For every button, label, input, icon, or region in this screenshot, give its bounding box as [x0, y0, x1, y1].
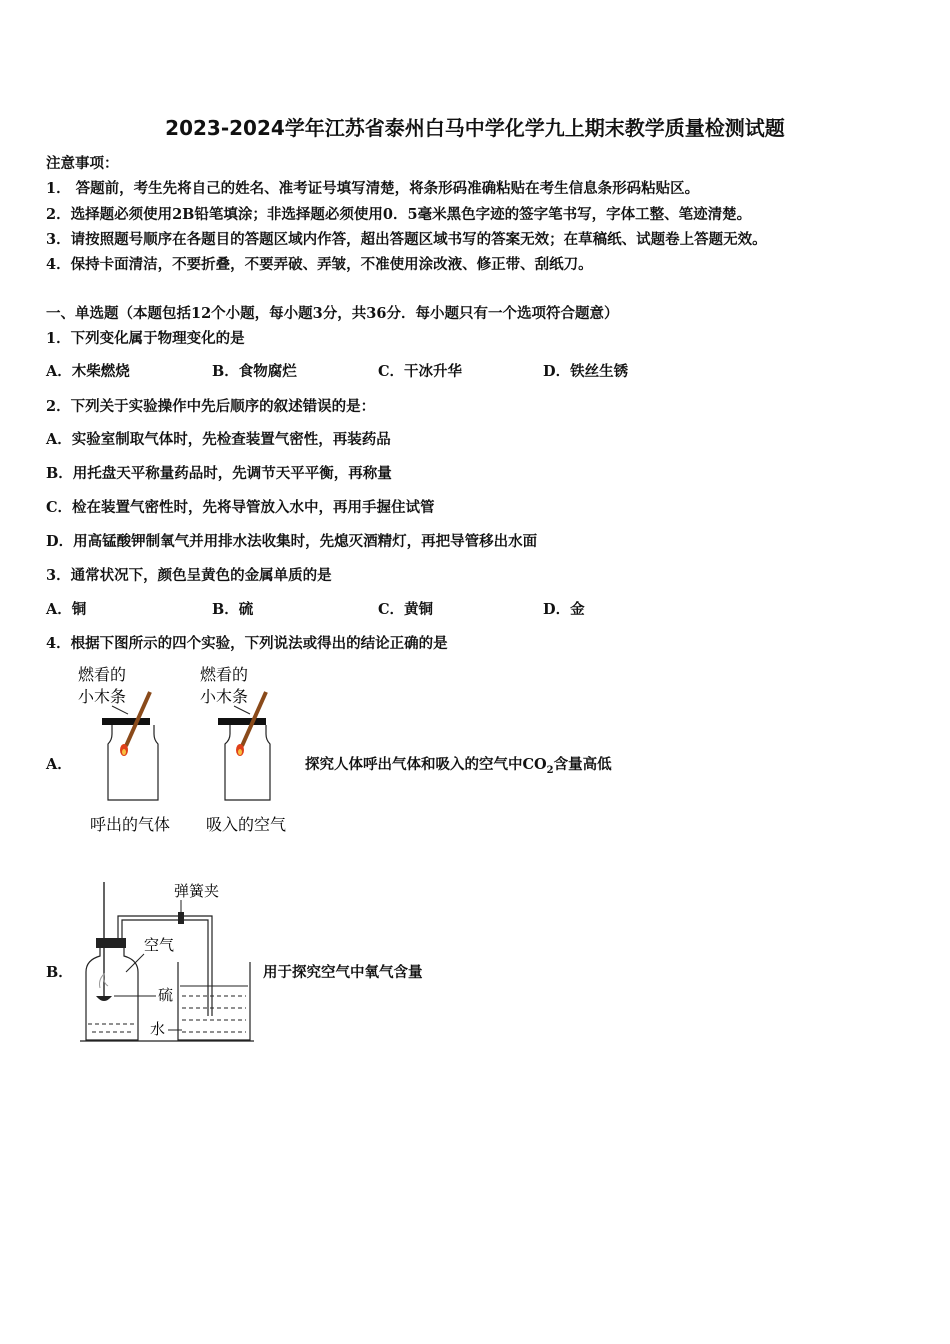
notice-item: 3．请按照题号顺序在各题目的答题区域内作答，超出答题区域书写的答案无效；在草稿纸、试题卷上答题无效。 — [46, 231, 767, 248]
question-3-stem: 3．通常状况下，颜色呈黄色的金属单质的是 — [46, 567, 332, 584]
section-heading: 一、单选题（本题包括12个小题，每小题3分，共36分．每小题只有一个选项符合题意） — [46, 305, 619, 322]
gas-bottle-outline — [86, 948, 138, 1040]
left-caption: 呼出的气体 — [90, 815, 171, 834]
question-4-stem: 4．根据下图所示的四个实验，下列说法或得出的结论正确的是 — [46, 635, 448, 652]
right-label-leader — [234, 706, 250, 714]
notice-item: 1． 答题前，考生先将自己的姓名、准考证号填写清楚，将条形码准确粘贴在考生信息条形码粘贴区。 — [46, 180, 700, 197]
q4-a-text-post: 含量高低 — [553, 756, 612, 773]
sulfur-label: 硫 — [158, 986, 174, 1004]
q4-option-b-label: B． — [46, 964, 73, 981]
notice-item: 4．保持卡面清洁，不要折叠，不要弄破、弄皱，不准使用涂改液、修正带、刮纸刀。 — [46, 256, 593, 273]
right-label-top: 燃看的 — [200, 665, 249, 684]
left-label-bottom: 小木条 — [78, 687, 127, 706]
q2-option-a: A．实验室制取气体时，先检查装置气密性，再装药品 — [46, 431, 391, 448]
q1-option-d: D．铁丝生锈 — [543, 363, 629, 380]
right-bottle — [200, 665, 286, 834]
spring-clip-icon — [178, 912, 184, 924]
water-label: 水 — [150, 1020, 166, 1038]
q4-a-text-pre: 探究人体呼出气体和吸入的空气中 — [305, 756, 523, 773]
left-label-top: 燃看的 — [78, 665, 127, 684]
air-leader — [126, 954, 144, 972]
q3-option-c: C．黄铜 — [378, 601, 434, 618]
q1-option-a: A．木柴燃烧 — [46, 363, 130, 380]
q1-option-b: B．食物腐烂 — [212, 363, 297, 380]
q2-option-b: B．用托盘天平称量药品时，先调节天平平衡，再称量 — [46, 465, 392, 482]
q3-option-b: B．硫 — [212, 601, 254, 618]
beaker-outline — [178, 962, 250, 1040]
left-flame-core-icon — [122, 749, 126, 755]
sulfur-spoon-icon — [96, 996, 112, 1001]
q4-figure-a — [70, 660, 310, 840]
question-2-stem: 2．下列关于实验操作中先后顺序的叙述错误的是： — [46, 398, 376, 415]
left-bottle-outline — [108, 725, 158, 800]
q2-option-c: C．检在装置气密性时，先将导管放入水中，再用手握住试管 — [46, 499, 435, 516]
q1-option-c: C．干冰升华 — [378, 363, 463, 380]
left-bottle — [78, 665, 170, 834]
right-glass-plate — [218, 718, 266, 725]
right-caption: 吸入的空气 — [206, 815, 287, 834]
rubber-stopper — [96, 938, 126, 948]
q4-figure-b — [78, 876, 263, 1046]
q2-option-d: D．用高锰酸钾制氧气并用排水法收集时，先熄灭酒精灯，再把导管移出水面 — [46, 533, 538, 550]
right-flame-core-icon — [238, 749, 242, 755]
q4-a-text-sub: 2 — [546, 764, 554, 776]
clip-label: 弹簧夹 — [174, 882, 220, 900]
notice-item: 2．选择题必须使用2B铅笔填涂；非选择题必须使用0．5毫米黑色字迹的签字笔书写，字体工整、笔迹清楚。 — [46, 206, 752, 223]
right-label-bottom: 小木条 — [200, 687, 249, 706]
question-1-stem: 1．下列变化属于物理变化的是 — [46, 330, 245, 347]
q3-option-d: D．金 — [543, 601, 585, 618]
q3-option-a: A．铜 — [46, 601, 87, 618]
page-title: 2023-2024学年江苏省泰州白马中学化学九上期末教学质量检测试题 — [165, 116, 785, 140]
air-label: 空气 — [144, 936, 175, 954]
left-glass-plate — [102, 718, 150, 725]
left-label-leader — [112, 706, 128, 714]
q4-a-text-co: CO — [522, 756, 547, 773]
q4-option-b-text: 用于探究空气中氧气含量 — [263, 964, 423, 981]
q4-option-a-text — [305, 753, 612, 776]
notice-heading: 注意事项： — [46, 155, 119, 172]
q4-option-a-label: A． — [46, 756, 72, 773]
